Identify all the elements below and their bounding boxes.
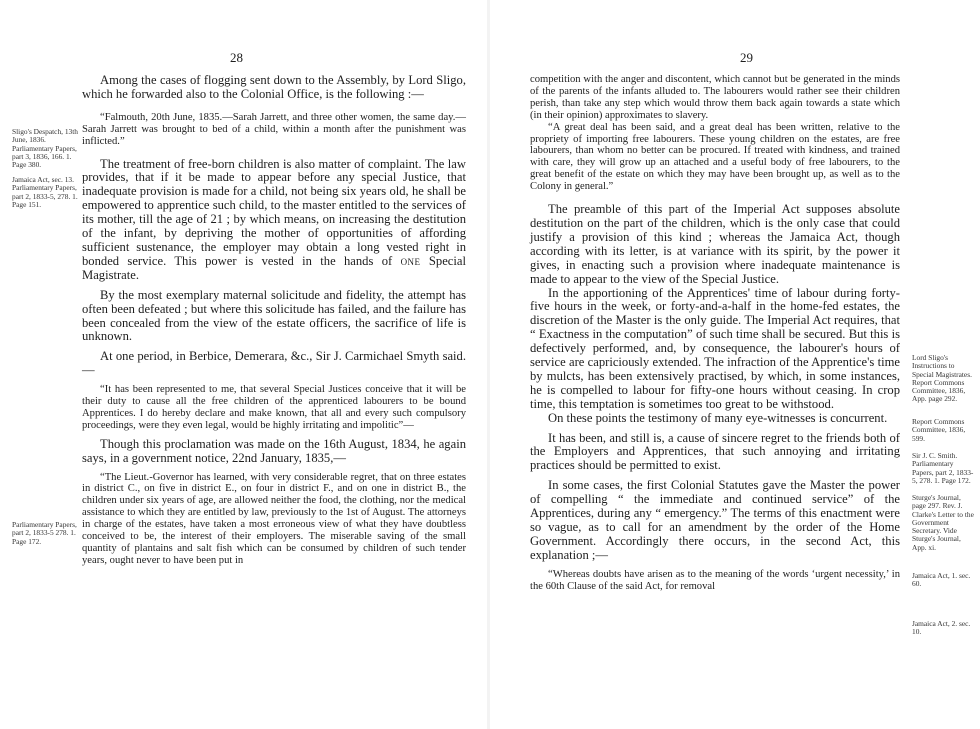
margin-note: Parliamentary Papers, part 2, 1833-5 278. 1. Page 172. <box>12 520 77 546</box>
margin-note: Lord Sligo's Instructions to Special Magistrates. Report Commons Committee, 1836, App. page 292. <box>912 353 972 404</box>
paragraph: On these points the testimony of many eye-witnesses is concurrent. <box>548 410 888 425</box>
right-page <box>490 0 980 729</box>
margin-note: Jamaica Act, 2. sec. 10. <box>912 619 971 637</box>
paragraph: Though this proclamation was made on the 16th August, 1834, he again says, in a government notice, 22nd January, 1835,— <box>82 436 466 465</box>
paragraph: At one period, in Berbice, Demerara, &c., Sir J. Carmichael Smyth said.— <box>82 349 466 378</box>
paragraph: By the most exemplary maternal solicitude and fidelity, the attempt has often been defeated ; but where this solicitude has failed, and the failure has been concealed from the view of the estate officers, the sacrifice of life is unknown. <box>82 287 466 344</box>
margin-note: Sir J. C. Smith. Parliamentary Papers, part 2, 1833-5, 278. 1. Page 172. <box>912 451 974 485</box>
small-caps-word: one <box>400 253 421 268</box>
quote-paragraph: “Whereas doubts have arisen as to the meaning of the words ‘urgent necessity,’ in the 60th Clause of the said Act, for removal <box>530 568 900 592</box>
paragraph: The preamble of this part of the Imperial Act supposes absolute destitution on the part of the children, which is the only case that could justify a provision of this kind ; whereas the Jamaica Act, though according with its letter, is at variance with its spirit, by the power it gives, in enacting such a provision where inadequate maintenance is made to appear to the view of the Special Justice. <box>530 202 900 286</box>
paragraph-text: Special Magistrate. <box>82 253 466 282</box>
paragraph: In the apportioning of the Apprentices' time of labour during forty-five hours in the week, or forty-and-a-half in the home-fed estates, the discretion of the Master is the only guide. The Imperial Act requires, that “ Exactness in the computation” of such time shall be secured. But this is defectively performed, and, by consequence, the labourer's hours of service are capriciously extended. The infraction of the Apprentice's time by mulcts, has been extensively practised, by which, in some instances, he is compelled to labour for fifty-one hours without ceasing. In crop time, this temptation is sometimes too great to be withstood. <box>530 285 900 411</box>
page-number: 29 <box>740 50 753 65</box>
quote-paragraph: “The Lieut.-Governor has learned, with very considerable regret, that on three estates in district C., on five in district E., on four in district F., and on one in district B., the children under six years of age, are allowed neither the food, the clothing, nor the medical assistance to which they are entitled by law, previously to the 1st of August. The attorneys in charge of the estates, have taken a most erroneous view of what they have doubtless conceived to be, the interest of their employers. The miserable saving of the small quantity of plantains and salt fish which can be consumed by children of such tender years, ought never to have been put in <box>82 471 466 566</box>
right-text-column <box>530 74 900 593</box>
margin-note: Report Commons Committee, 1836, 599. <box>912 417 966 443</box>
quote-paragraph: “Falmouth, 20th June, 1835.—Sarah Jarrett, and three other women, the same day.—Sarah Jarrett was brought to bed of a child, within a month after the punishment was inflicted.” <box>82 111 466 147</box>
quote-paragraph: “It has been represented to me, that several Special Justices conceive that it will be their duty to cause all the free children of the apprenticed labourers to be bound Apprentices. I do hereby declare and make known, that all and every such compulsory proceedings, were they even legal, would be highly irritating and impolitic”— <box>82 384 466 431</box>
margin-note: Sturge's Journal, page 297. Rev. J. Clarke's Letter to the Government Secretary. Vide Sturge's Journal, App. xi. <box>912 493 974 552</box>
quote-paragraph: “A great deal has been said, and a great deal has been written, relative to the propriety of importing free labourers. These young children on the estates, are free labourers, than whom no better can be procured. If treated with kindness, and trained with care, they will grow up an attached and a useful body of free labourers, to the great benefit of the estate on which they may have been brought up, as well as to the Colony in general.” <box>530 121 900 193</box>
paragraph <box>82 158 466 283</box>
left-text-column <box>82 74 466 567</box>
page-number: 28 <box>230 50 243 65</box>
paragraph: Among the cases of flogging sent down to the Assembly, by Lord Sligo, which he forwarded also to the Colonial Office, is the following :— <box>82 73 466 101</box>
paragraph-text: The treatment of free-born children is also matter of complaint. The law provides, that if it be made to appear before any special Justice, that inadequate provision is made for a child, not being six years old, he shall be empowered to apprentice such child, to the master entitled to the services of its mother, till the age of 21 ; by which means, on increasing the destitution of the infant, by depriving the mother of opportunities of affording sufficient sustenance, the employer may obtain a long vested right in bonded service. This power is vested in the hands of <box>82 156 466 268</box>
paragraph: In some cases, the first Colonial Statutes gave the Master the power of compelling “ the immediate and continued service” of the Apprentices, during any “ emergency.” The terms of this enactment were so vague, as to call for an amendment by the order of the Home Government. Accordingly there occurs, in the second Act, this explanation ;— <box>530 478 900 562</box>
paragraph: It has been, and still is, a cause of sincere regret to the friends both of the Employers and Apprentices, that such annoying and irritating practices should be permitted to exist. <box>530 430 900 473</box>
margin-note: Jamaica Act, sec. 13. Parliamentary Papers, part 2, 1833-5, 278. 1. Page 151. <box>12 175 78 209</box>
margin-note: Sligo's Despatch, 13th June, 1836. Parliamentary Papers, part 3, 1836, 166. 1. Page 380. <box>12 127 78 170</box>
quote-paragraph: competition with the anger and discontent, which cannot but be generated in the minds of the parents of the infants alluded to. The labourers would rather see their children perish, than take any step which would throw them back again towards a state which (in their opinion) approximates to slavery. <box>530 74 900 121</box>
margin-note: Jamaica Act, 1. sec. 60. <box>912 571 971 589</box>
